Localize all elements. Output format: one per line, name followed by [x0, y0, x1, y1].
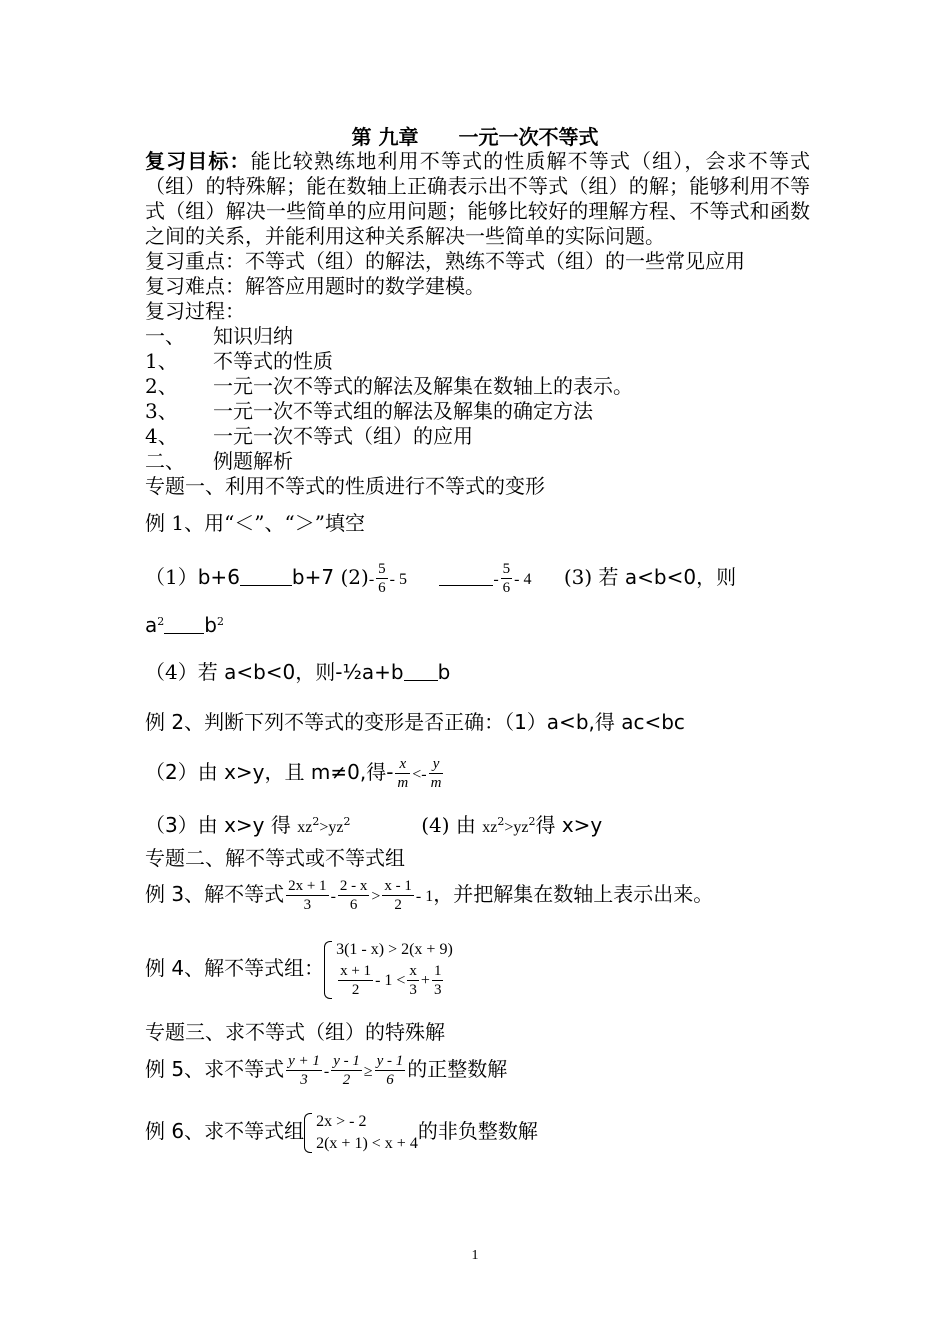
answer-blank — [240, 567, 292, 586]
list-item: 1、 不等式的性质 — [145, 349, 333, 373]
example-1-part-3-cont: $a^2$ $b^2$ — [145, 613, 224, 637]
example-3: 例 3、解不等式 $\frac{2x + 1}{3}$ - $\frac{2 - x}{6}$ > $\frac{x - 1}{2}$ - 1，并把解集在数轴上表示出来。 — [145, 878, 714, 913]
example-1-part-4: （4）若 a<b<0，则-½a+b b — [145, 660, 451, 684]
answer-blank — [164, 615, 204, 634]
fraction: $\frac{5}{6}$ — [502, 561, 511, 596]
example-2-parts-3-4: （3）由 x>y 得 $xz^2>yz^2$ (4) 由 $xz^2>yz^2$得 x>y — [145, 813, 603, 837]
review-goals-text: 能比较熟练地利用不等式的性质解不等式（组），会求不等式（组）的特殊解；能在数轴上正确表示出不等式（组）的解；能够利用不等式（组）解决一些简单的应用问题；能够比较好的理解方程、不等式和函数之间的关系，并能利用这种关系解决一些简单的实际问题。 — [145, 149, 811, 248]
fraction: $\frac{y - 1}{2}$ — [333, 1053, 360, 1088]
example-1-heading: 例 1、用“＜”、“＞”填空 — [145, 511, 365, 535]
list-item: 3、 一元一次不等式组的解法及解集的确定方法 — [145, 399, 593, 423]
page-number: 1 — [471, 1248, 479, 1263]
left-brace — [324, 941, 332, 999]
answer-blank — [439, 567, 493, 586]
topic-2-heading: 专题二、解不等式或不等式组 — [145, 846, 405, 870]
left-brace — [304, 1113, 312, 1153]
review-process: 复习过程： — [145, 299, 245, 323]
topic-1-heading: 专题一、利用不等式的性质进行不等式的变形 — [145, 474, 545, 498]
example-5: 例 5、求不等式 $\frac{y + 1}{3}$ - $\frac{y - 1}{2}$ ≥ $\frac{y - 1}{6}$ 的正整数解 — [145, 1053, 508, 1088]
fraction: $\frac{x - 1}{2}$ — [384, 878, 412, 913]
fraction: $\frac{2x + 1}{3}$ — [288, 878, 327, 913]
topic-3-heading: 专题三、求不等式（组）的特殊解 — [145, 1020, 445, 1044]
review-goals-label: 复习目标： — [145, 149, 251, 173]
section-1-heading: 一、 知识归纳 — [145, 324, 293, 348]
fraction: $\frac{y + 1}{3}$ — [288, 1053, 320, 1088]
list-item: 4、 一元一次不等式（组）的应用 — [145, 424, 473, 448]
review-goals — [145, 149, 810, 249]
fraction: $\frac{1}{3}$ — [433, 963, 442, 999]
fraction: $\frac{x + 1}{2}$ — [340, 963, 372, 999]
example-2-heading: 例 2、判断下列不等式的变形是否正确：（1）a<b,得 ac<bc — [145, 710, 685, 734]
fraction: $\frac{y}{m}$ — [430, 756, 442, 791]
key-points: 复习重点：不等式（组）的解法，熟练不等式（组）的一些常见应用 — [145, 249, 745, 273]
difficulties: 复习难点：解答应用题时的数学建模。 — [145, 274, 485, 298]
fraction: $\frac{y - 1}{6}$ — [376, 1053, 404, 1088]
example-2-part-2: （2）由 x>y，且 m≠0,得- $\frac{x}{m}$ <- $\frac{y}{m}$ — [145, 756, 442, 791]
fraction: $\frac{x}{m}$ — [397, 756, 409, 791]
fraction: $\frac{5}{6}$ — [378, 561, 386, 596]
chapter-label: 第 九章 — [351, 125, 419, 149]
fraction: $\frac{x}{3}$ — [409, 963, 417, 999]
inequality-system: 3(1 - x) > 2(x + 9) $\frac{x + 1}{2}$ - 1 < $\frac{x}{3}$ + $\frac{1}{3}$ — [324, 939, 453, 1001]
page-title — [0, 124, 950, 150]
fraction: $\frac{2 - x}{6}$ — [339, 878, 368, 913]
example-4: 例 4、解不等式组： 3(1 - x) > 2(x + 9) $\frac{x + 1}{2}$ - 1 < $\frac{x}{3}$ + $\frac{1}{3}$ — [145, 930, 453, 1006]
answer-blank — [404, 662, 438, 681]
example-1-parts-1-3: （1）b+6 b+7 (2)- $\frac{5}{6}$ - 5 - $\frac{5}{6}$ - 4 (3) 若 a<b<0，则 — [145, 561, 737, 596]
chapter-topic: 一元一次不等式 — [458, 125, 599, 149]
section-2-heading: 二、 例题解析 — [145, 449, 293, 473]
inequality-system: 2x > - 2 2(x + 1) < x + 4 — [304, 1111, 418, 1155]
list-item: 2、 一元一次不等式的解法及解集在数轴上的表示。 — [145, 374, 633, 398]
example-6: 例 6、求不等式组 2x > - 2 2(x + 1) < x + 4 的非负整数解 — [145, 1104, 538, 1158]
